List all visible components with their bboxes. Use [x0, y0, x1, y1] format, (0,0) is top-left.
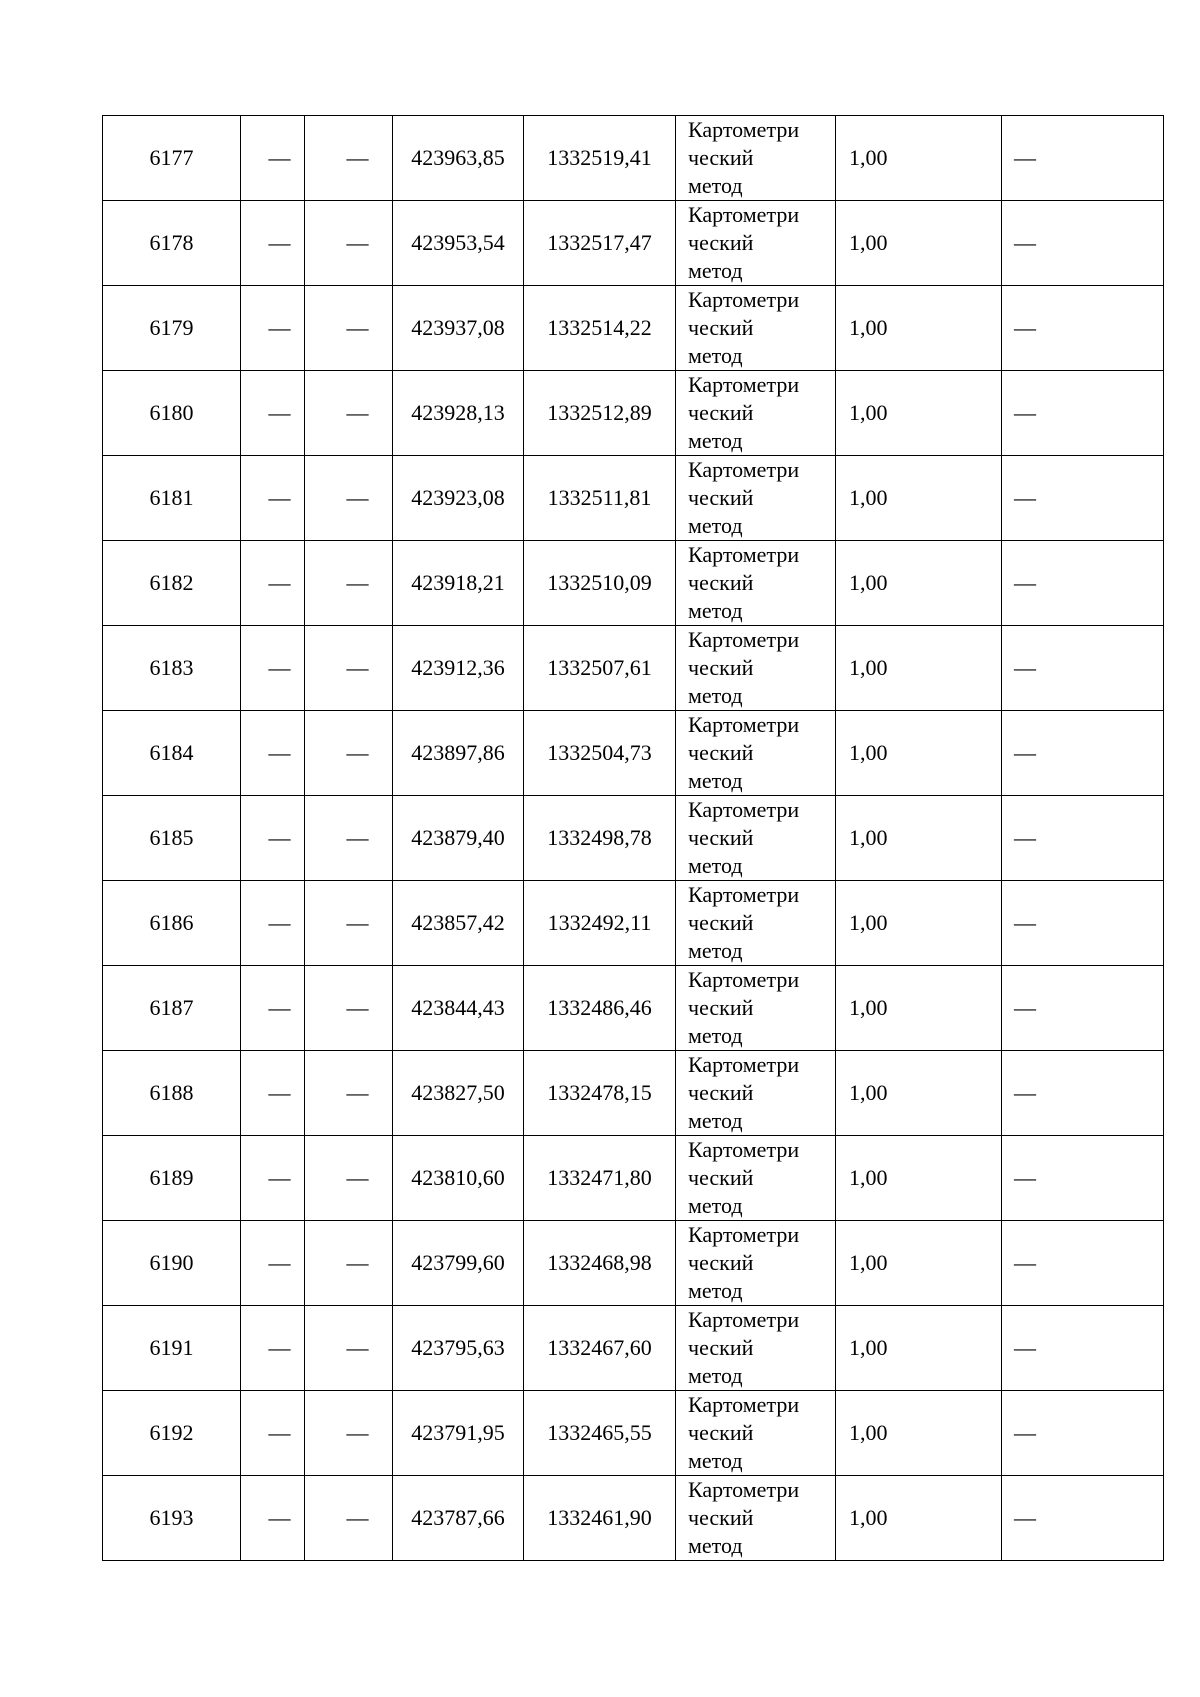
dash-cell: — [241, 1136, 305, 1221]
precision-cell: 1,00 [836, 1221, 1002, 1306]
dash-cell: — [241, 201, 305, 286]
dash-cell: — [241, 1221, 305, 1306]
precision-cell: 1,00 [836, 116, 1002, 201]
x-coordinate-cell: 423857,42 [393, 881, 524, 966]
table-row [103, 711, 1164, 796]
x-coordinate-cell: 423844,43 [393, 966, 524, 1051]
method-cell [676, 456, 836, 541]
table-row [103, 456, 1164, 541]
x-coordinate-cell: 423963,85 [393, 116, 524, 201]
method-line: ческий [688, 485, 754, 510]
table-row [103, 371, 1164, 456]
method-cell [676, 1391, 836, 1476]
dash-cell: — [1002, 1391, 1164, 1476]
method-cell [676, 881, 836, 966]
method-line: метод [688, 683, 743, 708]
precision-cell: 1,00 [836, 711, 1002, 796]
table-row [103, 1306, 1164, 1391]
method-line: метод [688, 1023, 743, 1048]
dash-cell: — [305, 1221, 393, 1306]
point-number-cell: 6192 [103, 1391, 241, 1476]
dash-cell: — [1002, 1306, 1164, 1391]
dash-cell: — [305, 1051, 393, 1136]
method-line: Картометри [688, 882, 800, 907]
x-coordinate-cell: 423928,13 [393, 371, 524, 456]
method-line: метод [688, 1448, 743, 1473]
dash-cell: — [241, 541, 305, 626]
table-row [103, 116, 1164, 201]
dash-cell: — [305, 1306, 393, 1391]
x-coordinate-cell: 423923,08 [393, 456, 524, 541]
method-cell [676, 286, 836, 371]
x-coordinate-cell: 423897,86 [393, 711, 524, 796]
dash-cell: — [1002, 626, 1164, 711]
method-line: метод [688, 343, 743, 368]
dash-cell: — [1002, 1051, 1164, 1136]
precision-cell: 1,00 [836, 966, 1002, 1051]
y-coordinate-cell: 1332519,41 [524, 116, 676, 201]
dash-cell: — [305, 1476, 393, 1561]
table-row [103, 626, 1164, 711]
table-row [103, 1391, 1164, 1476]
point-number-cell: 6182 [103, 541, 241, 626]
method-cell [676, 711, 836, 796]
method-cell [676, 541, 836, 626]
x-coordinate-cell: 423879,40 [393, 796, 524, 881]
y-coordinate-cell: 1332512,89 [524, 371, 676, 456]
method-line: ческий [688, 740, 754, 765]
method-cell [676, 1221, 836, 1306]
precision-cell: 1,00 [836, 796, 1002, 881]
method-cell [676, 626, 836, 711]
precision-cell: 1,00 [836, 371, 1002, 456]
dash-cell: — [241, 796, 305, 881]
x-coordinate-cell: 423827,50 [393, 1051, 524, 1136]
dash-cell: — [1002, 116, 1164, 201]
dash-cell: — [1002, 1476, 1164, 1561]
method-cell [676, 966, 836, 1051]
method-line: метод [688, 768, 743, 793]
precision-cell: 1,00 [836, 1136, 1002, 1221]
dash-cell: — [1002, 456, 1164, 541]
method-line: ческий [688, 570, 754, 595]
precision-cell: 1,00 [836, 541, 1002, 626]
y-coordinate-cell: 1332517,47 [524, 201, 676, 286]
y-coordinate-cell: 1332507,61 [524, 626, 676, 711]
y-coordinate-cell: 1332498,78 [524, 796, 676, 881]
dash-cell: — [241, 1391, 305, 1476]
y-coordinate-cell: 1332465,55 [524, 1391, 676, 1476]
method-line: ческий [688, 315, 754, 340]
dash-cell: — [305, 1136, 393, 1221]
method-line: ческий [688, 1335, 754, 1360]
dash-cell: — [241, 1476, 305, 1561]
point-number-cell: 6183 [103, 626, 241, 711]
table-row [103, 1051, 1164, 1136]
method-line: Картометри [688, 542, 800, 567]
point-number-cell: 6181 [103, 456, 241, 541]
method-line: ческий [688, 1420, 754, 1445]
dash-cell: — [1002, 201, 1164, 286]
dash-cell: — [241, 286, 305, 371]
dash-cell: — [305, 1391, 393, 1476]
table-row [103, 286, 1164, 371]
method-line: метод [688, 173, 743, 198]
point-number-cell: 6191 [103, 1306, 241, 1391]
point-number-cell: 6177 [103, 116, 241, 201]
y-coordinate-cell: 1332478,15 [524, 1051, 676, 1136]
dash-cell: — [305, 796, 393, 881]
dash-cell: — [241, 456, 305, 541]
method-line: метод [688, 1533, 743, 1558]
dash-cell: — [241, 881, 305, 966]
x-coordinate-cell: 423810,60 [393, 1136, 524, 1221]
method-line: ческий [688, 1080, 754, 1105]
method-cell [676, 201, 836, 286]
method-line: Картометри [688, 1392, 800, 1417]
dash-cell: — [1002, 371, 1164, 456]
y-coordinate-cell: 1332468,98 [524, 1221, 676, 1306]
table-row [103, 541, 1164, 626]
method-line: метод [688, 1278, 743, 1303]
method-cell [676, 371, 836, 456]
coordinates-table [102, 115, 1164, 1561]
dash-cell: — [1002, 541, 1164, 626]
method-cell [676, 1051, 836, 1136]
precision-cell: 1,00 [836, 626, 1002, 711]
table-row [103, 1476, 1164, 1561]
table-row [103, 881, 1164, 966]
method-line: Картометри [688, 1222, 800, 1247]
point-number-cell: 6185 [103, 796, 241, 881]
method-line: ческий [688, 1165, 754, 1190]
x-coordinate-cell: 423795,63 [393, 1306, 524, 1391]
table-row [103, 201, 1164, 286]
precision-cell: 1,00 [836, 201, 1002, 286]
dash-cell: — [241, 371, 305, 456]
dash-cell: — [305, 371, 393, 456]
method-line: метод [688, 1193, 743, 1218]
method-line: Картометри [688, 117, 800, 142]
method-line: Картометри [688, 1307, 800, 1332]
method-line: метод [688, 513, 743, 538]
precision-cell: 1,00 [836, 286, 1002, 371]
dash-cell: — [305, 626, 393, 711]
method-cell [676, 116, 836, 201]
method-line: ческий [688, 910, 754, 935]
precision-cell: 1,00 [836, 1051, 1002, 1136]
point-number-cell: 6190 [103, 1221, 241, 1306]
point-number-cell: 6178 [103, 201, 241, 286]
precision-cell: 1,00 [836, 1306, 1002, 1391]
precision-cell: 1,00 [836, 1391, 1002, 1476]
method-line: ческий [688, 995, 754, 1020]
dash-cell: — [241, 626, 305, 711]
method-line: метод [688, 853, 743, 878]
dash-cell: — [305, 286, 393, 371]
method-line: метод [688, 258, 743, 283]
dash-cell: — [241, 966, 305, 1051]
method-line: ческий [688, 825, 754, 850]
point-number-cell: 6193 [103, 1476, 241, 1561]
dash-cell: — [1002, 796, 1164, 881]
method-line: Картометри [688, 1477, 800, 1502]
dash-cell: — [305, 541, 393, 626]
method-line: метод [688, 1108, 743, 1133]
method-line: ческий [688, 1250, 754, 1275]
dash-cell: — [1002, 1136, 1164, 1221]
method-line: Картометри [688, 1137, 800, 1162]
y-coordinate-cell: 1332467,60 [524, 1306, 676, 1391]
method-line: Картометри [688, 457, 800, 482]
point-number-cell: 6186 [103, 881, 241, 966]
method-cell [676, 1476, 836, 1561]
point-number-cell: 6180 [103, 371, 241, 456]
dash-cell: — [1002, 711, 1164, 796]
method-line: ческий [688, 400, 754, 425]
precision-cell: 1,00 [836, 881, 1002, 966]
y-coordinate-cell: 1332514,22 [524, 286, 676, 371]
method-line: метод [688, 428, 743, 453]
dash-cell: — [305, 201, 393, 286]
x-coordinate-cell: 423912,36 [393, 626, 524, 711]
y-coordinate-cell: 1332471,80 [524, 1136, 676, 1221]
dash-cell: — [241, 1306, 305, 1391]
point-number-cell: 6189 [103, 1136, 241, 1221]
dash-cell: — [305, 456, 393, 541]
point-number-cell: 6187 [103, 966, 241, 1051]
x-coordinate-cell: 423787,66 [393, 1476, 524, 1561]
dash-cell: — [241, 116, 305, 201]
point-number-cell: 6179 [103, 286, 241, 371]
x-coordinate-cell: 423953,54 [393, 201, 524, 286]
dash-cell: — [305, 881, 393, 966]
method-line: Картометри [688, 287, 800, 312]
point-number-cell: 6188 [103, 1051, 241, 1136]
method-cell [676, 796, 836, 881]
y-coordinate-cell: 1332492,11 [524, 881, 676, 966]
dash-cell: — [305, 966, 393, 1051]
method-cell [676, 1306, 836, 1391]
dash-cell: — [305, 711, 393, 796]
table-row [103, 796, 1164, 881]
dash-cell: — [1002, 881, 1164, 966]
dash-cell: — [241, 1051, 305, 1136]
y-coordinate-cell: 1332510,09 [524, 541, 676, 626]
y-coordinate-cell: 1332504,73 [524, 711, 676, 796]
method-line: метод [688, 1363, 743, 1388]
method-line: Картометри [688, 202, 800, 227]
method-line: метод [688, 938, 743, 963]
method-line: ческий [688, 230, 754, 255]
method-line: Картометри [688, 627, 800, 652]
precision-cell: 1,00 [836, 1476, 1002, 1561]
method-line: Картометри [688, 797, 800, 822]
x-coordinate-cell: 423918,21 [393, 541, 524, 626]
y-coordinate-cell: 1332511,81 [524, 456, 676, 541]
method-cell [676, 1136, 836, 1221]
y-coordinate-cell: 1332486,46 [524, 966, 676, 1051]
x-coordinate-cell: 423799,60 [393, 1221, 524, 1306]
method-line: метод [688, 598, 743, 623]
method-line: Картометри [688, 1052, 800, 1077]
method-line: Картометри [688, 372, 800, 397]
y-coordinate-cell: 1332461,90 [524, 1476, 676, 1561]
x-coordinate-cell: 423937,08 [393, 286, 524, 371]
dash-cell: — [1002, 1221, 1164, 1306]
dash-cell: — [241, 711, 305, 796]
table-row [103, 1136, 1164, 1221]
method-line: ческий [688, 1505, 754, 1530]
precision-cell: 1,00 [836, 456, 1002, 541]
table-body [103, 116, 1164, 1561]
point-number-cell: 6184 [103, 711, 241, 796]
dash-cell: — [1002, 286, 1164, 371]
method-line: ческий [688, 145, 754, 170]
dash-cell: — [1002, 966, 1164, 1051]
table-row [103, 966, 1164, 1051]
method-line: ческий [688, 655, 754, 680]
table-row [103, 1221, 1164, 1306]
dash-cell: — [305, 116, 393, 201]
method-line: Картометри [688, 967, 800, 992]
x-coordinate-cell: 423791,95 [393, 1391, 524, 1476]
method-line: Картометри [688, 712, 800, 737]
